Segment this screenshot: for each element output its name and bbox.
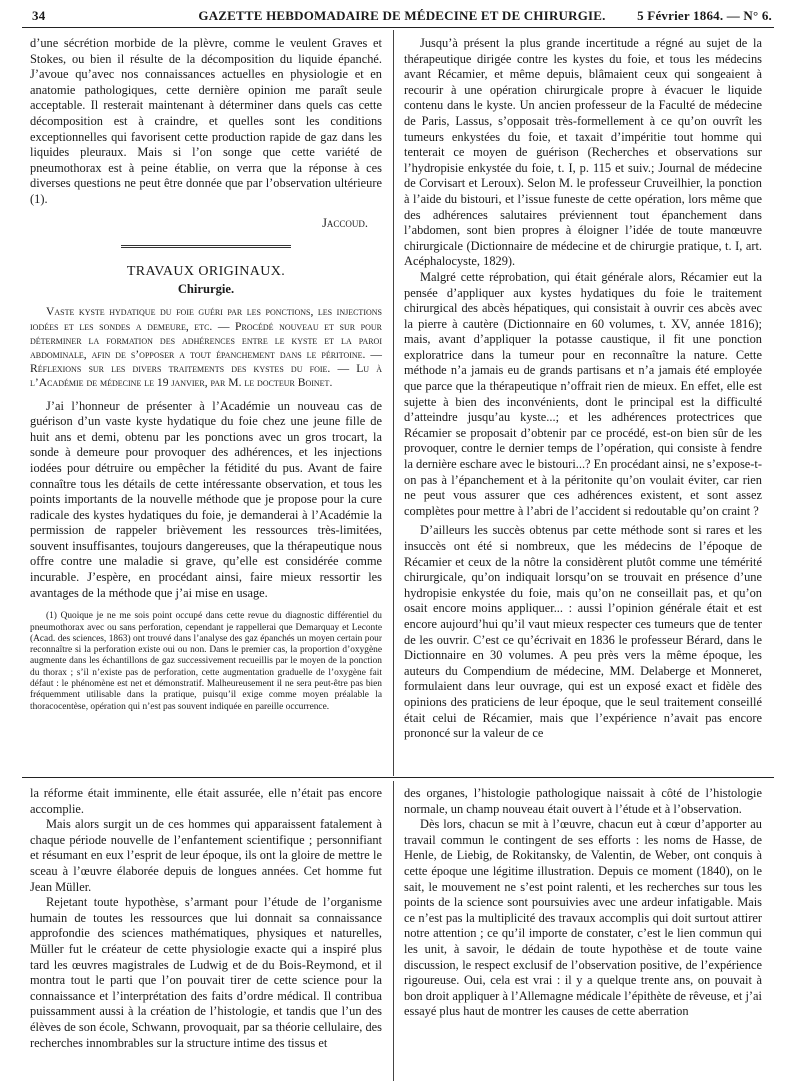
- section-band-rule: [22, 777, 774, 778]
- article-abstract: Vaste kyste hydatique du foie guéri par les ponctions, les injections iodées et les sondes a demeure, etc. — Procédé nouveau et sur pour déterminer la formation des adhérences entre le kyste et la paroi abdominale, afin de s’opposer a tout épanchement dans le péritoine. — Réflexions sur les divers traitements des kystes du foie. — Lu à l’Académie de médecine le 19 janvier, par M. le docteur Boinet.: [30, 305, 382, 390]
- bottom-left-paragraph-2: Mais alors surgit un de ces hommes qui apparaissent fatalement à chaque période nouvelle de l’enfantement scientifique ; personnifiant et résumant en eux l’esprit de leur époque, ils ont la gloire de mettre le sceau à l’œuvre élaborée depuis de longues années. Cet homme fut Jean Müller.: [30, 817, 382, 894]
- bottom-left-column: [30, 786, 382, 1051]
- header-rule: [22, 27, 774, 28]
- journal-title: GAZETTE HEBDOMADAIRE DE MÉDECINE ET DE CHIRURGIE.: [198, 8, 606, 23]
- page-number: 34: [32, 8, 46, 23]
- section-title: TRAVAUX ORIGINAUX.: [126, 264, 286, 280]
- bottom-left-paragraph-3: Rejetant toute hypothèse, s’armant pour l’étude de l’organisme humain de toutes les ressources que lui donnait sa connaissance approfondie des sciences mathématiques, physiques et naturelles, Müller fut le créateur de cette physiologie exacte qui a inspiré plus tard les œuvres magistrales de Ludwig et de du Bois-Reymond, et il montra tout le parti que l’on pouvait tirer de cette science pour la connaissance et l’interprétation des faits d’ordre médical. Il contribua puissamment aussi à la création de l’histologie, et tandis que l’un des élèves de son école, Schwann, provoquait, par sa théorie cellulaire, des recherches innombrables sur la structure intime des tissus et: [30, 895, 382, 1050]
- left-paragraph-2: J’ai l’honneur de présenter à l’Académie un nouveau cas de guérison d’un vaste kyste hydatique du foie chez une jeune fille de huit ans et demi, obtenu par les ponctions avec un gros trocart, la sonde à demeure pour provoquer des adhérences, et les injections iodées pour détruire ou empêcher la fétidité du pus. Avant de faire connaître tous les détails de cette intéressante observation, et tous les points importants de la nouvelle méthode que je propose pour la cure radicale des kystes hydatiques du foie, je demanderai à l’Académie la permission de rappeler brièvement les ressources très-limitées, souvent insuffisantes, toujours dangereuses, que la thérapeutique nous offre contre une maladie si grave, qu’elle est considérée comme incurable. J’espère, en procédant ainsi, faire mieux ressortir les avantages de la méthode que j’ai mise en usage.: [30, 398, 382, 600]
- issue-date: 5 Février 1864. — N° 6.: [637, 8, 772, 23]
- bottom-right-paragraph-1: des organes, l’histologie pathologique naissait à côté de l’histologie normale, un champ nouveau était ouvert à l’étude et à l’observation.: [404, 786, 762, 816]
- right-paragraph-2: Malgré cette réprobation, qui était générale alors, Récamier eut la pensée d’appliquer aux kystes hydatiques du foie le traitement chirurgical des abcès hépatiques, qui consistait à ouvrir ces abcès avec la pierre à cautère (Dictionnaire en 60 volumes, t. XV, année 1816); mais, avant d’appliquer la potasse caustique, il fit une ponction exploratrice dans la tumeur pour en reconnaître la nature. Cette méthode n’a jamais eu de grands partisans et n’a jamais été employée que parce que la thérapeutique n’offrait rien de mieux. En effet, elle est sujette à bien des inconvénients, dont le principal est la difficulté d’atteindre jusqu’au kyste...; et les adhérences protectrices que Récamier se proposait d’obtenir par ce procédé, est-on bien sûr de les provoquer, contre le dernier temps de l’opération, qui consiste à fendre la dernière eschare avec le bistouri...? En procédant ainsi, ne s’expose-t-on pas à l’épanchement et à la péritonite qu’on voulait éviter, car rien ne peut vous assurer que ces adhérences existent, et sont assez complètes pour mettre à l’abri de l’accident si redoutable qu’on craint ?: [404, 269, 762, 518]
- left-paragraph-1: d’une sécrétion morbide de la plèvre, comme le veulent Graves et Stokes, ou bien il résulte de la décomposition du liquide épanché. J’avoue qu’avec nos connaissances actuelles en physiologie et en anatomie pathologiques, cette dernière opinion me paraît seule acceptable. Il resterait maintenant à déterminer dans quels cas cette décomposition est à craindre, et quelles sont les conditions exceptionnelles qui favorisent cette production rapide de gaz dans les liquides pleuraux. Mais si l’on songe que cette variété de pneumothorax est à peine établie, on verra que la réponse à ces diverses questions ne peut être donnée que par l’observation ultérieure (1).: [30, 36, 382, 206]
- page-header: [32, 4, 772, 36]
- left-column: [30, 36, 382, 713]
- bottom-left-paragraph-1: la réforme était imminente, elle était assurée, elle n’était pas encore accomplie.: [30, 786, 382, 816]
- bottom-right-column: [404, 786, 762, 1020]
- section-separator: [121, 245, 291, 248]
- right-paragraph-1: Jusqu’à présent la plus grande incertitude a régné au sujet de la thérapeutique dirigée contre les kystes du foie, et tous les médecins avant Récamier, et même depuis, blâmaient ceux qui songeaient à recourir à une opération chirurgicale propre à évacuer le liquide contenu dans le kyste. Un ancien professeur de la Faculté de médecine de Paris, Lassus, s’opposait très-formellement à ce qu’on ouvrît les tumeurs enkystées du foie, et taxait d’impéritie tout homme qui tenterait ce moyen de guérison (Recherches et observations sur l’hydropisie enkystée du foie, t. I, p. 115 et suiv.; Journal de médecine de Corvisart et Leroux). Selon M. le professeur Cruveilhier, la ponction à l’aide du bistouri, et l’issue funeste de cette opération, lors même que des adhérences salutaires préviennent tout épanchement dans l’abdomen, sont bien propres à éloigner l’idée de toute manœuvre chirurgicale (Dictionnaire de médecine et de chirurgie pratique, t. I, art. Acéphalocyste, 1829).: [404, 36, 762, 269]
- bottom-right-paragraph-2: Dès lors, chacun se mit à l’œuvre, chacun eut à cœur d’apporter au travail commun le contingent de ses efforts : les noms de Hasse, de Henle, de Liebig, de Rokitansky, de Valentin, de Weber, ont conquis à cette époque une légitime illustration. Depuis ce moment (1840), on le sait, le mouvement ne s’est point ralenti, et les recherches sur tous les points de la science sont poursuivies avec une ardeur infatigable. Mais ce n’est pas la multiplicité des travaux accomplis qui doit surtout attirer notre attention ; ce qu’il importe de constater, c’est le lien commun qui les unit, à savoir, le dédain de toute hypothèse et de toute vaine discussion, le respect exclusif de l’observation positive, de l’expérience rigoureuse. Oui, cela est vrai : il y a quelque trente ans, on pouvait à bon droit appliquer à l’Allemagne médicale l’épithète de rêveuse, et j’ai essayé plus haut de montrer les causes de cette aberration: [404, 817, 762, 1019]
- footnote: (1) Quoique je ne me sois point occupé dans cette revue du diagnostic différentiel du pneumothorax avec ou sans perforation, cependant je rappellerai que Demarquay et Leconte (Acad. des sciences, 1863) ont trouvé dans l’analyse des gaz épanchés un moyen certain pour reconnaître si la perforation existe oui ou non. Dans le premier cas, la proportion d’oxygène augmente dans les échantillons de gaz successivement recueillis par le moyen de la ponction du thorax ; s’il n’existe pas de perforation, cette augmentation graduelle de l’oxygène fait défaut : le phénomène est net et démonstratif. Malheureusement il ne sera peut-être pas bien fréquemment utilisable dans la pratique, puisqu’il exige comme moyen préalable la thoracocentèse, opération qui n’est pas souvent indiquée en pareille occurrence.: [30, 611, 382, 712]
- column-divider-bottom: [393, 781, 394, 1081]
- right-column: [404, 36, 762, 742]
- section-subtitle: Chirurgie.: [177, 281, 235, 296]
- right-paragraph-3: D’ailleurs les succès obtenus par cette méthode sont si rares et les insuccès ont été si nombreux, que les médecins de l’époque de Récamier et ceux de la nôtre la considèrent plutôt comme une témérité chirurgicale, qu’on indiquait lorsqu’on se trouvait en présence d’une hydropisie enkystée du foie, mais qu’on ne conseillait pas, et qu’on osait encore moins appliquer... : aussi l’opinion générale était et est encore aujourd’hui qu’il vaut mieux respecter ces tumeurs que de tenter de les ouvrir. C’est ce qu’écrivait en 1836 le professeur Bérard, dans le Dictionnaire en 30 volumes. A peu près vers la même époque, les auteurs du Compendium de médecine, MM. Delaberge et Monneret, formulaient dans leur ouvrage, qui est un exposé exact et fidèle des opinions des praticiens de leur époque, que le seul traitement conseillé était celui de Récamier, mais que l’expérience n’avait pas encore prononcé sur la valeur de ce: [404, 523, 762, 741]
- author-signature: Jaccoud.: [322, 215, 368, 230]
- column-divider-top: [393, 30, 394, 776]
